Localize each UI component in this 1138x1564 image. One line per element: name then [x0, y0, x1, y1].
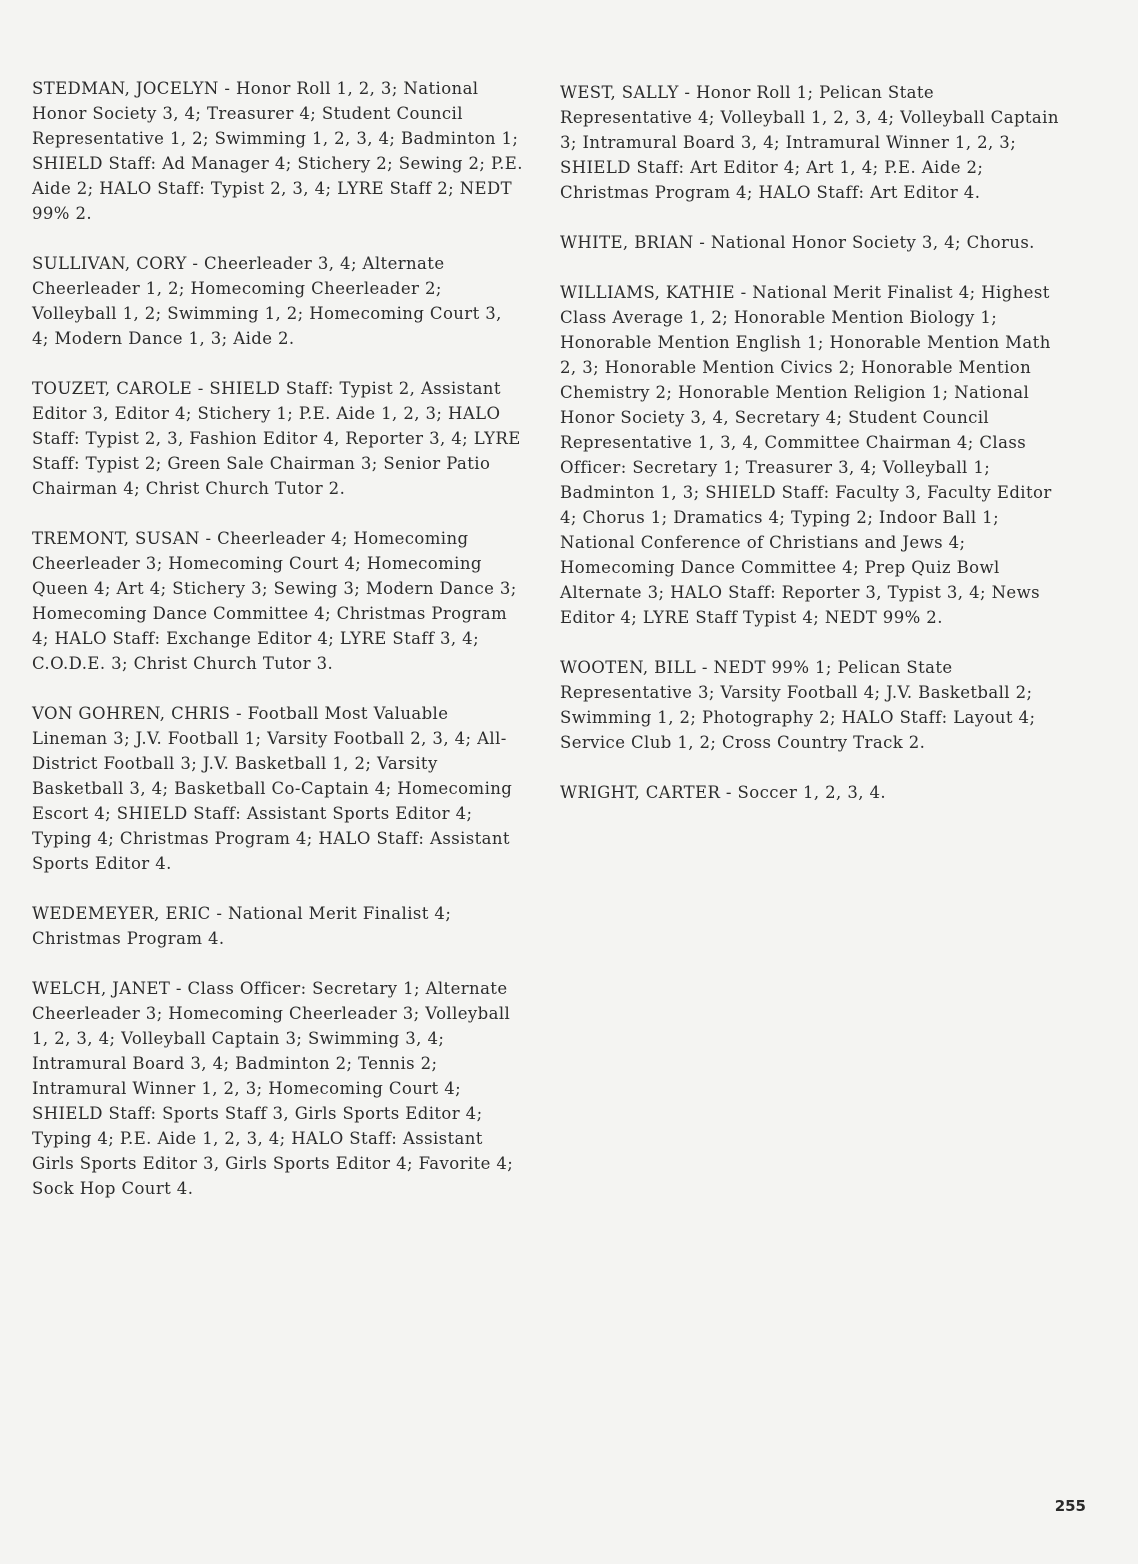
entry-stedman: STEDMAN, JOCELYN - Honor Roll 1, 2, 3; National Honor Society 3, 4; Treasurer 4; Student Council Representative 1, 2; Swimming 1, 2, 3, 4; Badminton 1; SHIELD Staff: Ad Manager 4; Stichery 2; Sewing 2; P.E. Aide 2; HALO Staff: Typist 2, 3, 4; LYRE Staff 2; NEDT 99% 2.: [32, 79, 523, 223]
left-column: [32, 76, 524, 1226]
entry-williams: WILLIAMS, KATHIE - National Merit Finalist 4; Highest Class Average 1, 2; Honorable Mention Biology 1; Honorable Mention English 1; Honorable Mention Math 2, 3; Honorable Mention Civics 2; Honorable Mention Chemistry 2; Honorable Mention Religion 1; National Honor Society 3, 4, Secretary 4; Student Council Representative 1, 3, 4, Committee Chairman 4; Class Officer: Secretary 1; Treasurer 3, 4; Volleyball 1; Badminton 1, 3; SHIELD Staff: Faculty 3, Faculty Editor 4; Chorus 1; Dramatics 4; Typing 2; Indoor Ball 1; National Conference of Christians and Jews 4; Homecoming Dance Committee 4; Prep Quiz Bowl Alternate 3; HALO Staff: Reporter 3, Typist 3, 4; News Editor 4; LYRE Staff Typist 4; NEDT 99% 2.: [560, 283, 1052, 627]
page-number: 255: [1054, 1497, 1086, 1515]
entry-wooten: WOOTEN, BILL - NEDT 99% 1; Pelican State Representative 3; Varsity Football 4; J.V. Basketball 2; Swimming 1, 2; Photography 2; HALO Staff: Layout 4; Service Club 1, 2; Cross Country Track 2.: [560, 658, 1036, 752]
entry-tremont: TREMONT, SUSAN - Cheerleader 4; Homecoming Cheerleader 3; Homecoming Court 4; Homecoming Queen 4; Art 4; Stichery 3; Sewing 3; Modern Dance 3; Homecoming Dance Committee 4; Christmas Program 4; HALO Staff: Exchange Editor 4; LYRE Staff 3, 4; C.O.D.E. 3; Christ Church Tutor 3.: [32, 529, 517, 673]
entry-touzet: TOUZET, CAROLE - SHIELD Staff: Typist 2, Assistant Editor 3, Editor 4; Stichery 1; P.E. Aide 1, 2, 3; HALO Staff: Typist 2, 3, Fashion Editor 4, Reporter 3, 4; LYRE Staff: Typist 2; Green Sale Chairman 3; Senior Patio Chairman 4; Christ Church Tutor 2.: [32, 379, 521, 498]
right-column: [560, 80, 1060, 830]
entry-sullivan: SULLIVAN, CORY - Cheerleader 3, 4; Alternate Cheerleader 1, 2; Homecoming Cheerleader 2; Volleyball 1, 2; Swimming 1, 2; Homecoming Court 3, 4; Modern Dance 1, 3; Aide 2.: [32, 254, 502, 348]
entry-welch: WELCH, JANET - Class Officer: Secretary 1; Alternate Cheerleader 3; Homecoming Cheerleader 3; Volleyball 1, 2, 3, 4; Volleyball Captain 3; Swimming 3, 4; Intramural Board 3, 4; Badminton 2; Tennis 2; Intramural Winner 1, 2, 3; Homecoming Court 4; SHIELD Staff: Sports Staff 3, Girls Sports Editor 4; Typing 4; P.E. Aide 1, 2, 3, 4; HALO Staff: Assistant Girls Sports Editor 3, Girls Sports Editor 4; Favorite 4; Sock Hop Court 4.: [32, 979, 514, 1198]
entry-von-gohren: VON GOHREN, CHRIS - Football Most Valuable Lineman 3; J.V. Football 1; Varsity Football 2, 3, 4; All-District Football 3; J.V. Basketball 1, 2; Varsity Basketball 3, 4; Basketball Co-Captain 4; Homecoming Escort 4; SHIELD Staff: Assistant Sports Editor 4; Typing 4; Christmas Program 4; HALO Staff: Assistant Sports Editor 4.: [32, 704, 513, 873]
entry-white: WHITE, BRIAN - National Honor Society 3, 4; Chorus.: [560, 233, 1035, 252]
entry-wright: WRIGHT, CARTER - Soccer 1, 2, 3, 4.: [560, 783, 887, 802]
entry-west: WEST, SALLY - Honor Roll 1; Pelican State Representative 4; Volleyball 1, 2, 3, 4; Volleyball Captain 3; Intramural Board 3, 4; Intramural Winner 1, 2, 3; SHIELD Staff: Art Editor 4; Art 1, 4; P.E. Aide 2; Christmas Program 4; HALO Staff: Art Editor 4.: [560, 83, 1059, 202]
entry-wedemeyer: WEDEMEYER, ERIC - National Merit Finalist 4; Christmas Program 4.: [32, 904, 452, 948]
